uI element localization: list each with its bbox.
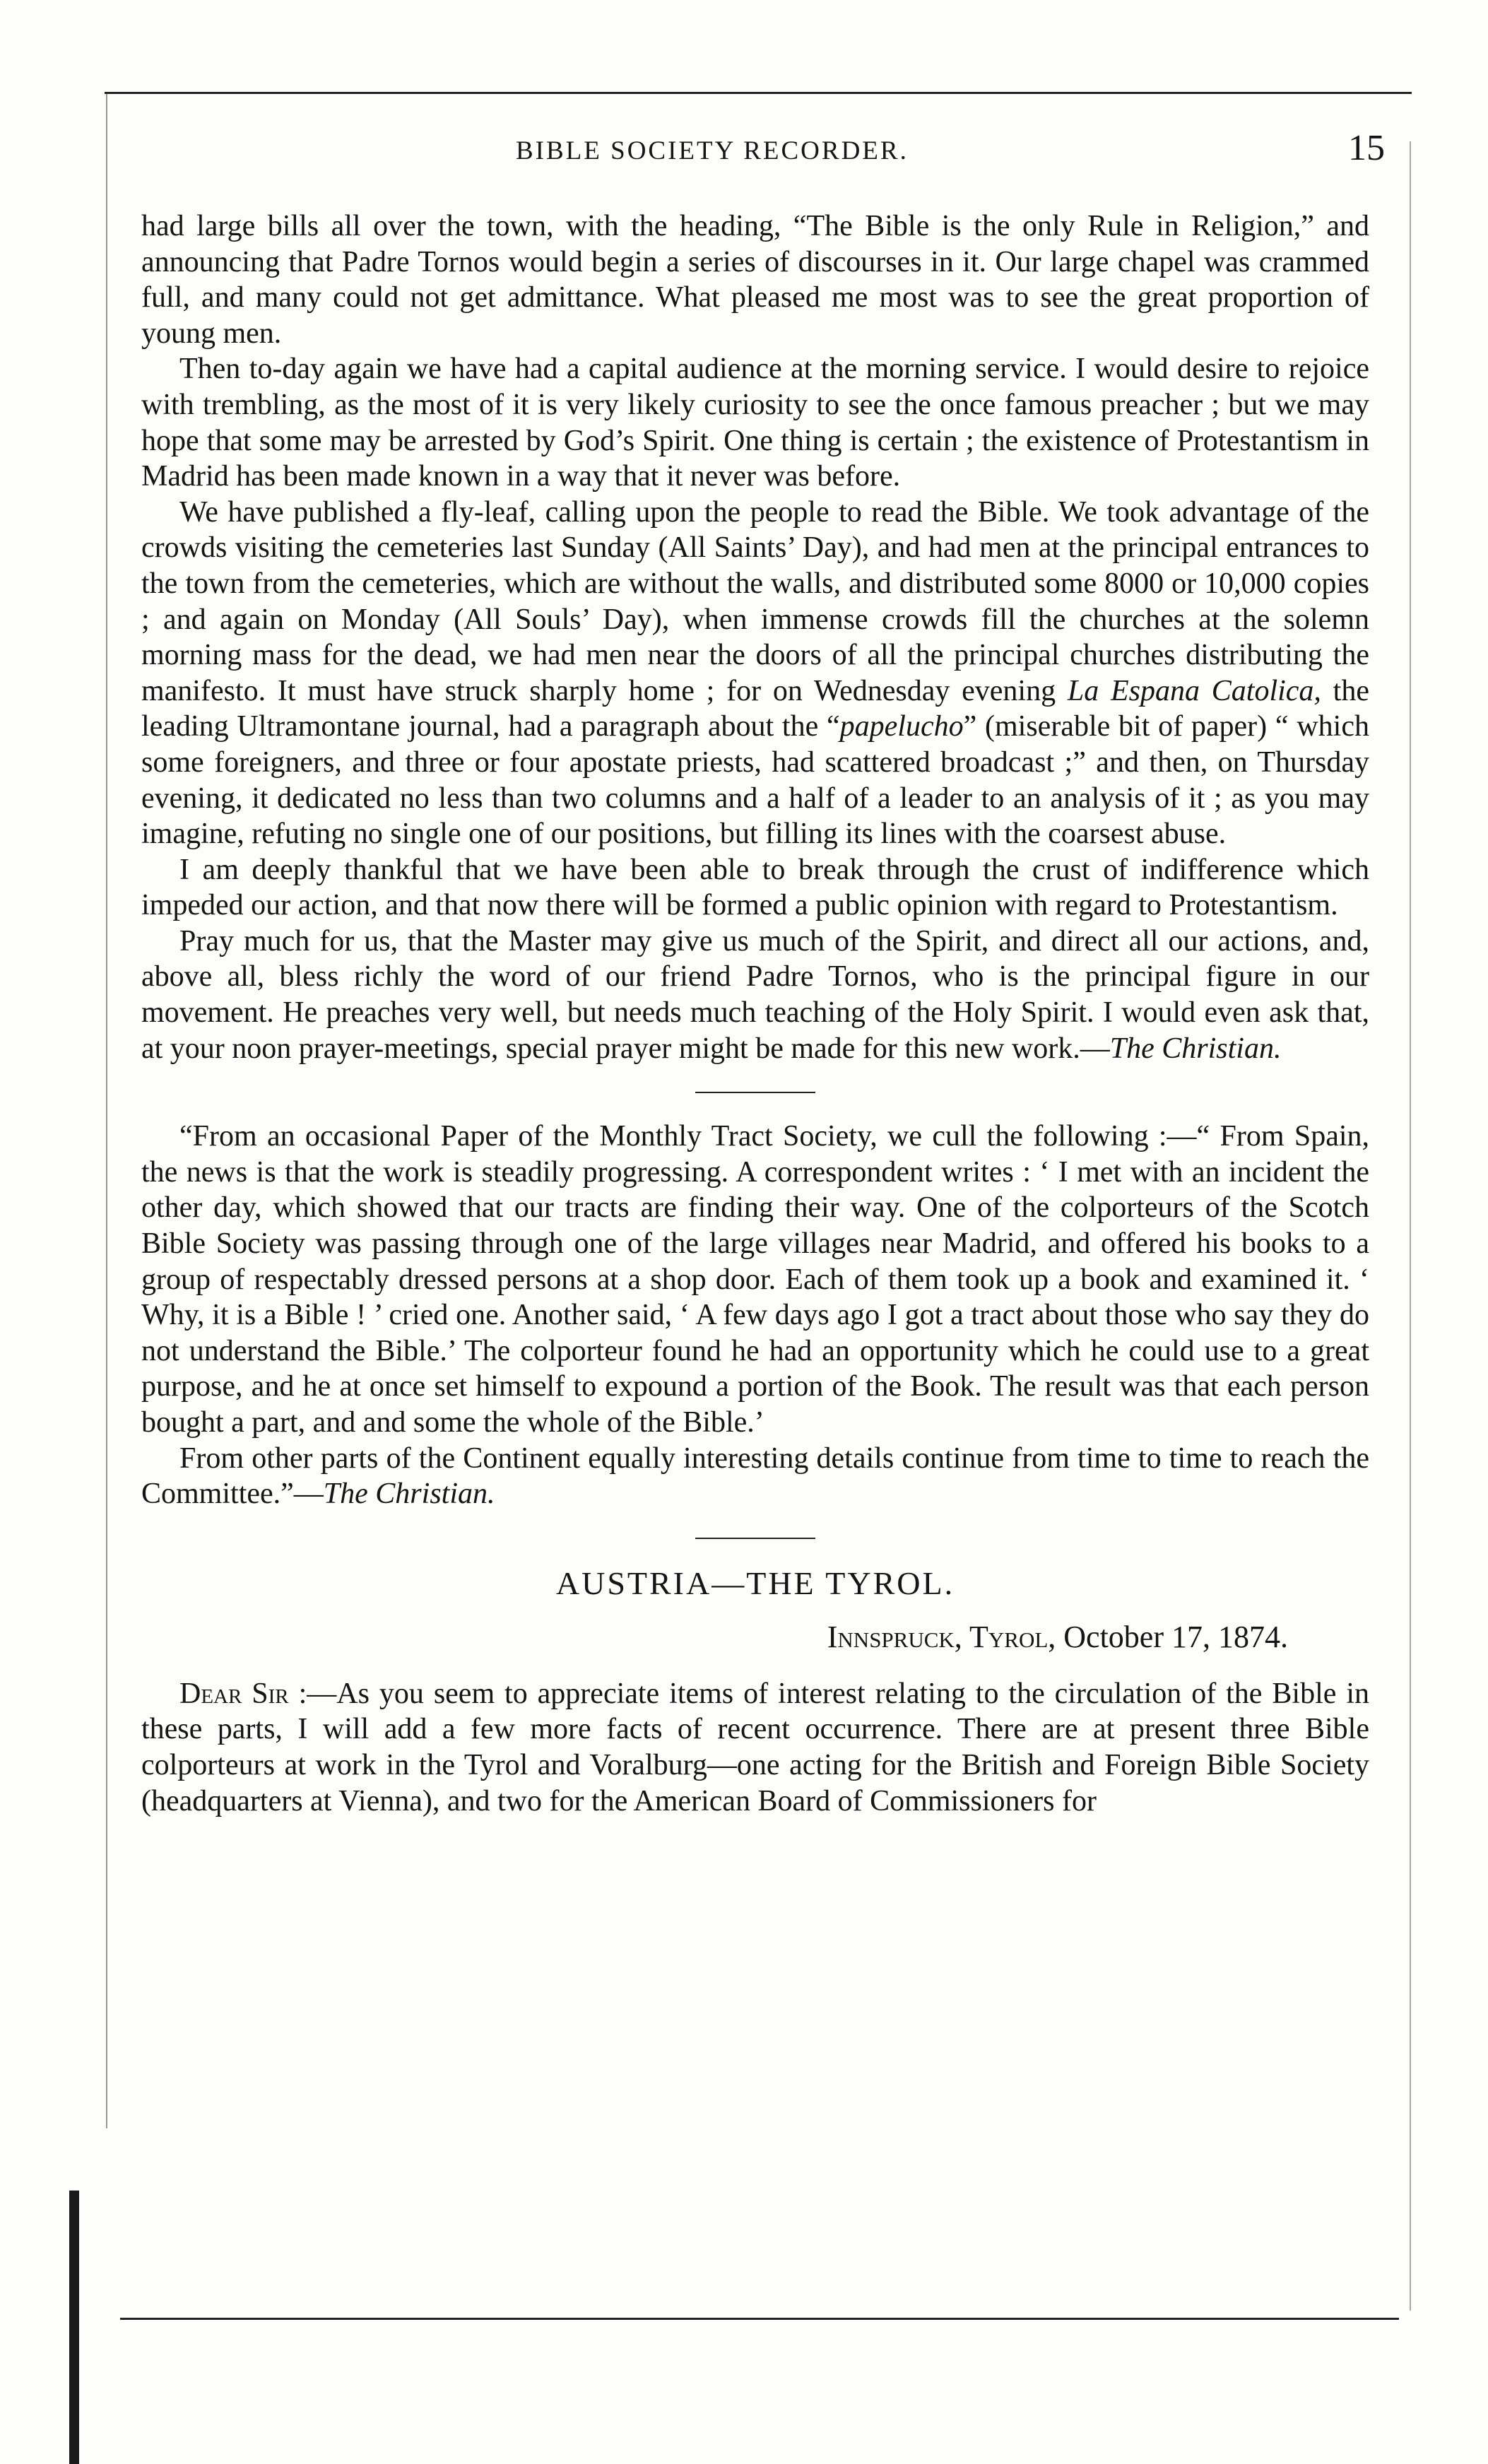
- pray-text: Pray much for us, that the Master may give us much of the Spirit, and direct all our actions, and, above all, bless richly the word of our friend Padre Tornos, who is the principal figure in our movement. He preaches very well, but needs much teaching of the Holy Spirit. I would even ask that, at your noon prayer-meetings, special prayer might be made for this new work.—: [141, 924, 1369, 1065]
- page-header: [141, 127, 1399, 184]
- paragraph-audience: Then to-day again we have had a capital audience at the morning service. I would desire to rejoice with trembling, as the most of it is very likely curiosity to see the once famous preacher ; but we may hope that some may be arrested by God’s Spirit. One thing is certain ; the existence of Protestantism in Madrid has been made known in a way that it never was before.: [141, 353, 1369, 493]
- dateline-place: Innspruck, Tyrol,: [827, 1619, 1056, 1654]
- left-margin-line: [106, 93, 107, 2128]
- fly-leaf-text-c: ” (miserable bit of paper) “ which some foreigners, and three or four apostate priests, had scattered broadcast ;” and then, on Thursday evening, it dedicated no less than two columns and a half of a leader to an analysis of it ; as you may imagine, refuting no single one of our positions, but filling its lines with the coarsest abuse.: [141, 710, 1369, 851]
- paragraph-bills: had large bills all over the town, with the heading, “The Bible is the only Rule in Religion,” and announcing that Padre Tornos would begin a series of discourses in it. Our large chapel was crammed full, and many could not get admittance. What pleased me most was to see the great proportion of young men.: [141, 210, 1369, 350]
- newspaper-title: La Espana Catolica,: [1067, 674, 1321, 707]
- page-number: 15: [1348, 128, 1385, 168]
- dateline-date: October 17, 1874.: [1056, 1619, 1288, 1654]
- paragraph-fly-leaf: [141, 495, 1369, 852]
- source-citation: The Christian.: [323, 1478, 495, 1511]
- section-divider: [695, 1538, 815, 1539]
- papelucho-word: papelucho: [839, 710, 964, 743]
- binding-edge: [69, 2191, 79, 2464]
- section-divider: [695, 1092, 815, 1093]
- dateline: [141, 1619, 1369, 1655]
- continent-text: From other parts of the Continent equally interesting details continue from time to time to reach the Committee.”—: [141, 1442, 1369, 1511]
- section-heading: AUSTRIA—THE TYROL.: [555, 1564, 955, 1601]
- right-margin-line: [1410, 141, 1411, 2311]
- letter-text: :—As you seem to appreciate items of interest relating to the circulation of the Bible in these parts, I will add a few more facts of recent occurrence. There are at present three Bible colporteurs at work in the Tyrol and Voralburg—one acting for the British and Foreign Bible Society (headquarters at Vienna), and two for the American Board of Commissioners for: [141, 1677, 1369, 1817]
- fly-leaf-text-a: We have published a fly-leaf, calling upon the people to read the Bible. We took advantage of the crowds visiting the cemeteries last Sunday (All Saints’ Day), and had men at the principal entrances to the town from the cemeteries, which are without the walls, and distributed some 8000 or 10,000 copies ; and again on Monday (All Souls’ Day), when immense crowds fill the churches at the solemn morning mass for the dead, we had men near the doors of all the principal churches distributing the manifesto. It must have struck sharply home ; for on Wednesday evening: [141, 495, 1369, 707]
- paragraph-letter: [141, 1676, 1369, 1819]
- bottom-rule: [120, 2318, 1399, 2320]
- top-rule: [105, 92, 1412, 94]
- fly-leaf-text-b: the leading Ultramontane journal, had a paragraph about the “: [141, 674, 1369, 743]
- paragraph-tract-society: “From an occasional Paper of the Monthly Tract Society, we cull the following :—“ From Spain, the news is that the work is steadily progressing. A correspondent writes : ‘ I met with an incident the other day, which showed that our tracts are finding their way. One of the colporteurs of the Scotch Bible Society was passing through one of the large villages near Madrid, and offered his books to a group of respectably dressed persons at a shop door. Each of them took up a book and examined it. ‘ Why, it is a Bible ! ’ cried one. Another said, ‘ A few days ago I got a tract about those who say they do not understand the Bible.’ The colporteur found he had an opportunity which he could use to a great purpose, and he at once set himself to expound a portion of the Book. The result was that each person bought a part, and and some the whole of the Bible.’: [141, 1120, 1369, 1439]
- source-citation: The Christian.: [1109, 1032, 1282, 1065]
- running-head: BIBLE SOCIETY RECORDER.: [516, 136, 909, 165]
- paragraph-thankful: I am deeply thankful that we have been able to break through the crust of indifference which impeded our action, and that now there will be formed a public opinion with regard to Protestantism.: [141, 853, 1369, 922]
- page-body: [141, 208, 1369, 1819]
- salutation: Dear Sir: [179, 1677, 289, 1710]
- paragraph-continent: [141, 1441, 1369, 1512]
- paragraph-pray: [141, 924, 1369, 1066]
